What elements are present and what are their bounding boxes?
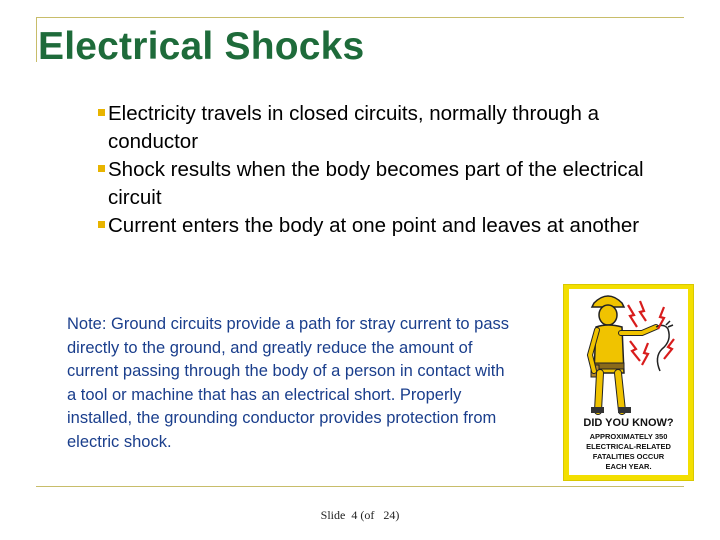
bottom-divider [36, 486, 684, 487]
bullet-text: Shock results when the body becomes part of the electrical circuit [108, 158, 644, 209]
slide-title: Electrical Shocks [38, 25, 365, 68]
bullet-marker-icon [98, 221, 105, 228]
bullet-item [98, 212, 688, 240]
slide-number: Slide 4 (of 24) [320, 508, 400, 522]
bullet-list [98, 100, 688, 240]
bullet-item [98, 156, 688, 212]
poster-heading: DID YOU KNOW? [583, 417, 674, 429]
poster-caption-line: APPROXIMATELY 350 [589, 432, 668, 441]
bullet-text: Current enters the body at one point and leaves at another [108, 214, 640, 237]
left-divider [36, 17, 37, 62]
bullet-marker-icon [98, 109, 105, 116]
did-you-know-poster [563, 284, 694, 481]
poster-caption [569, 432, 688, 472]
poster-caption-line: EACH YEAR. [605, 462, 652, 471]
poster-caption-line: ELECTRICAL-RELATED [586, 442, 671, 451]
bullet-marker-icon [98, 165, 105, 172]
grounding-note: Note: Ground circuits provide a path for stray current to pass directly to the ground, and greatly reduce the amount of current passing through the body of a person in contact with a tool or machine that has an electrical short. Properly installed, the grounding conductor provides protection from electric shock. [67, 315, 510, 451]
bullet-text: Electricity travels in closed circuits, normally through a conductor [108, 102, 600, 153]
poster-caption-line: FATALITIES OCCUR [592, 452, 665, 461]
top-divider [36, 17, 684, 18]
bullet-item [98, 100, 688, 156]
